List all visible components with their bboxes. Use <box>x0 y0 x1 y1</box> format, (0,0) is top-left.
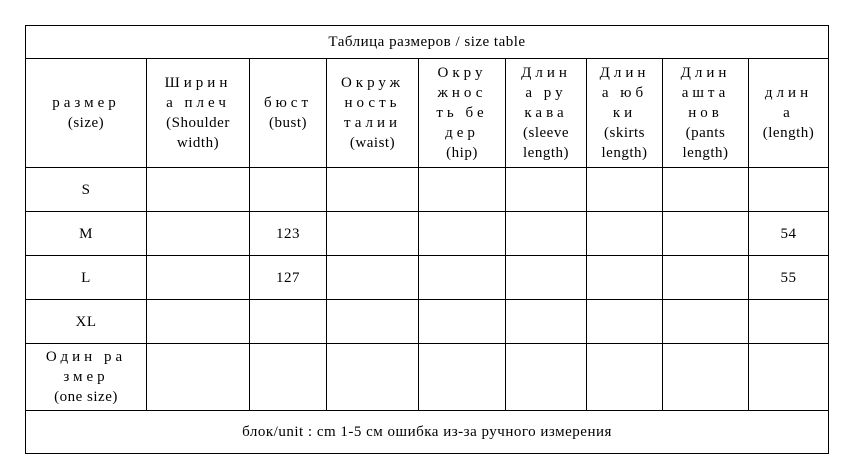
header-label-ru: размер <box>52 95 120 111</box>
header-label-en: (hip) <box>446 145 478 161</box>
table-cell <box>419 300 506 344</box>
table-cell <box>250 344 327 411</box>
header-hip <box>419 59 506 168</box>
table-cell <box>250 300 327 344</box>
footer-row <box>26 411 829 454</box>
table-cell: 123 <box>250 212 327 256</box>
header-label-ru: Длин а ру кава <box>521 65 571 121</box>
size-cell: L <box>26 256 147 300</box>
header-label-en: (sleeve length) <box>523 125 569 161</box>
header-label-en: (skirts length) <box>601 125 648 161</box>
table-cell <box>327 256 419 300</box>
table-cell <box>419 344 506 411</box>
one-size-label-ru: Один ра змер <box>45 349 127 385</box>
one-size-cell <box>26 344 147 411</box>
footer-ru-note: см ошибка из-за ручного измерения <box>361 424 612 440</box>
header-label-ru: Окруж ность талии <box>340 75 405 131</box>
table-cell <box>587 256 663 300</box>
table-cell <box>147 256 250 300</box>
header-label-en: (bust) <box>269 115 307 131</box>
table-cell <box>147 344 250 411</box>
table-row <box>26 256 829 300</box>
one-size-label-en: (one size) <box>54 389 118 405</box>
table-cell <box>506 300 587 344</box>
header-pants-length <box>663 59 749 168</box>
footer-ru-prefix: блок/ <box>242 424 279 440</box>
header-skirts-length <box>587 59 663 168</box>
header-label-en: (pants length) <box>682 125 729 161</box>
table-cell <box>663 344 749 411</box>
table-row <box>26 212 829 256</box>
table-row <box>26 300 829 344</box>
table-cell <box>663 256 749 300</box>
table-cell: 55 <box>749 256 829 300</box>
header-label-ru: Длин ашта нов <box>680 65 731 121</box>
table-cell: 127 <box>250 256 327 300</box>
table-cell <box>749 300 829 344</box>
table-cell: 54 <box>749 212 829 256</box>
title-row <box>26 26 829 59</box>
size-cell: M <box>26 212 147 256</box>
table-cell <box>147 212 250 256</box>
table-cell <box>506 168 587 212</box>
header-label-ru: Ширин а плеч <box>164 75 232 111</box>
size-cell: S <box>26 168 147 212</box>
header-sleeve-length <box>506 59 587 168</box>
header-length <box>749 59 829 168</box>
header-label-en: (size) <box>67 115 105 131</box>
header-label-ru: бюст <box>263 95 313 111</box>
table-cell <box>327 344 419 411</box>
table-cell <box>587 344 663 411</box>
header-label-en: (length) <box>762 125 815 141</box>
table-cell <box>419 212 506 256</box>
table-cell <box>506 212 587 256</box>
header-bust <box>250 59 327 168</box>
title-ru: Таблица размеров <box>328 34 452 50</box>
table-row-one-size <box>26 344 829 411</box>
table-cell <box>250 168 327 212</box>
table-cell <box>663 168 749 212</box>
header-shoulder-width <box>147 59 250 168</box>
table-cell <box>327 300 419 344</box>
table-cell <box>419 168 506 212</box>
table-cell <box>663 212 749 256</box>
table-cell <box>147 168 250 212</box>
header-label-ru: длин а <box>764 85 813 121</box>
size-cell: XL <box>26 300 147 344</box>
table-cell <box>587 212 663 256</box>
table-cell <box>506 344 587 411</box>
header-waist <box>327 59 419 168</box>
table-title <box>26 26 829 59</box>
header-size <box>26 59 147 168</box>
table-cell <box>587 168 663 212</box>
footer-unit: unit : cm 1-5 <box>278 424 362 440</box>
title-separator: / <box>455 34 461 50</box>
header-label-en: (waist) <box>349 135 396 151</box>
table-cell <box>749 168 829 212</box>
size-table <box>25 25 829 454</box>
table-cell <box>506 256 587 300</box>
header-label-ru: Длин а юб ки <box>599 65 650 121</box>
table-row <box>26 168 829 212</box>
header-label-en: (Shoulder width) <box>166 115 230 151</box>
table-cell <box>327 212 419 256</box>
header-label-ru: Окру жнос ть бе дер <box>436 65 488 141</box>
table-cell <box>749 344 829 411</box>
table-cell <box>419 256 506 300</box>
table-cell <box>147 300 250 344</box>
title-en: size table <box>464 34 526 50</box>
table-cell <box>587 300 663 344</box>
footer-note <box>26 411 829 454</box>
table-cell <box>663 300 749 344</box>
table-cell <box>327 168 419 212</box>
header-row <box>26 59 829 168</box>
